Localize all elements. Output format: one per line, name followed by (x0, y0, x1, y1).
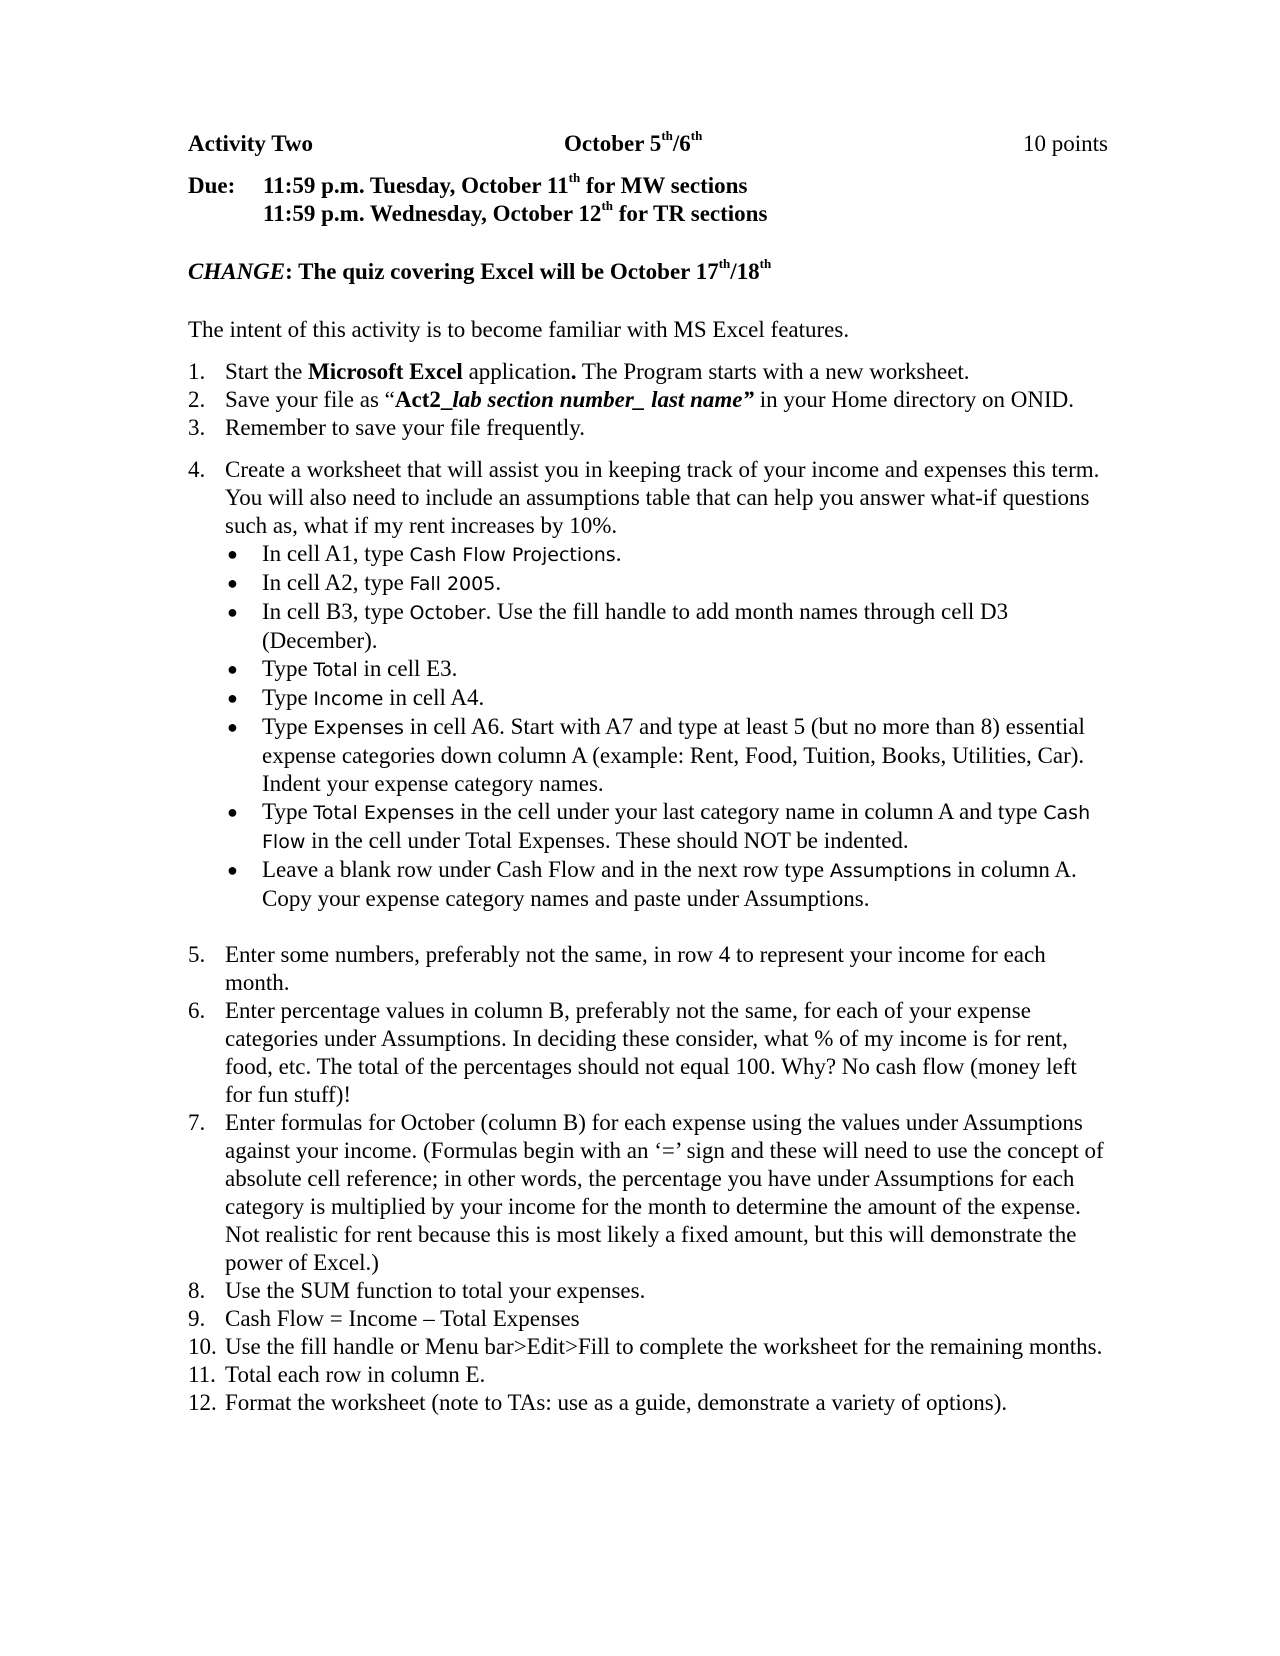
step-10: 10. Use the fill handle or Menu bar>Edit>Fill to complete the worksheet for the remaining months. (188, 1334, 1103, 1359)
step-4-bullets (225, 540, 1108, 913)
step-12: 12. Format the worksheet (note to TAs: use as a guide, demonstrate a variety of options). (188, 1390, 1008, 1415)
bullet-item: ● Type Total Expenses in the cell under your last category name in column A and type Cash Flow in the cell under Total Expenses. These should NOT be indented. (227, 799, 1091, 853)
due-line-mw: 11:59 p.m. Tuesday, October 11th for MW sections (263, 170, 748, 198)
step-3: 3. Remember to save your file frequently. (188, 415, 585, 440)
step-7: 7. Enter formulas for October (column B) for each expense using the values under Assumptions against your income. (Formulas begin with an ‘=’ sign and these will need to use the concept of absolute cell reference; in other words, the percentage you have under Assumptions for each category is multiplied by your income for the month to determine the amount of the expense. Not realistic for rent because this is most likely a fixed amount, but this will demonstrate the power of Excel.) (188, 1110, 1104, 1275)
bullet-item: ● Type Income in cell A4. (227, 685, 485, 710)
step-2: 2. Save your file as “Act2_lab section number_ last name” in your Home directory on ONID. (188, 387, 1074, 412)
step-1: 1. Start the Microsoft Excel application. The Program starts with a new worksheet. (188, 359, 970, 384)
document-page (188, 130, 1108, 1417)
steps-list (188, 358, 1108, 1417)
step-4: 4. Create a worksheet that will assist you in keeping track of your income and expenses this term. You will also need to include an assumptions table that can help you answer what-if questions such as, what if my rent increases by 10%. ● In cell A1, type Cash Flow Projections. ● In cell A2, type Fall 2005. ● In cell B3, type October. Use the fill handle to add month names through cell D3 (December). ● Type Total in cell E3. ● Type Income in cell A4. ● Type Expenses in cell A6. Start with A7 and type at least 5 (but no more than 8) essential expense categories down column A (example: Rent, Food, Tuition, Books, Utilities, Car). Indent your expense category names. ● Type Total Expenses in the cell under your last category name in column A and type Cash Flow in the cell under Total Expenses. These should NOT be indented. ● Leave a blank row under Cash Flow and in the next row type Assumptions in column A. Copy your expense category names and paste under Assumptions. (188, 456, 1108, 913)
change-notice: CHANGE: The quiz covering Excel will be October 17th/18th (188, 256, 772, 284)
activity-points: 10 points (1023, 131, 1108, 156)
step-11: 11. Total each row in column E. (188, 1362, 486, 1387)
due-label: Due: (188, 173, 236, 198)
step-6: 6. Enter percentage values in column B, preferably not the same, for each of your expense categories under Assumptions. In deciding these consider, what % of my income is for rent, food, etc. The total of the percentages should not equal 100. Why? No cash flow (money left for fun stuff)! (188, 998, 1077, 1107)
activity-date: October 5th/6th (564, 128, 703, 156)
intro-paragraph: The intent of this activity is to become familiar with MS Excel features. (188, 317, 850, 342)
step-5: 5. Enter some numbers, preferably not the same, in row 4 to represent your income for each month. (188, 942, 1046, 995)
step-8: 8. Use the SUM function to total your expenses. (188, 1278, 646, 1303)
bullet-item: ● Type Expenses in cell A6. Start with A7 and type at least 5 (but no more than 8) essential expense categories down column A (example: Rent, Food, Tuition, Books, Utilities, Car). Indent your expense category names. (227, 714, 1085, 796)
header-row (188, 130, 1108, 160)
bullet-item: ● Type Total in cell E3. (227, 656, 458, 681)
due-line-tr: 11:59 p.m. Wednesday, October 12th for TR sections (263, 198, 768, 226)
bullet-item: ● In cell B3, type October. Use the fill handle to add month names through cell D3 (December). (227, 599, 1009, 653)
due-block (188, 172, 1108, 228)
bullet-item: ● In cell A2, type Fall 2005. (227, 570, 502, 595)
activity-title: Activity Two (188, 131, 313, 156)
bullet-item: ● In cell A1, type Cash Flow Projections. (227, 541, 622, 566)
step-9: 9. Cash Flow = Income – Total Expenses (188, 1306, 580, 1331)
bullet-item: ● Leave a blank row under Cash Flow and in the next row type Assumptions in column A. Copy your expense category names and paste under Assumptions. (227, 857, 1077, 911)
change-label: CHANGE (188, 259, 286, 284)
